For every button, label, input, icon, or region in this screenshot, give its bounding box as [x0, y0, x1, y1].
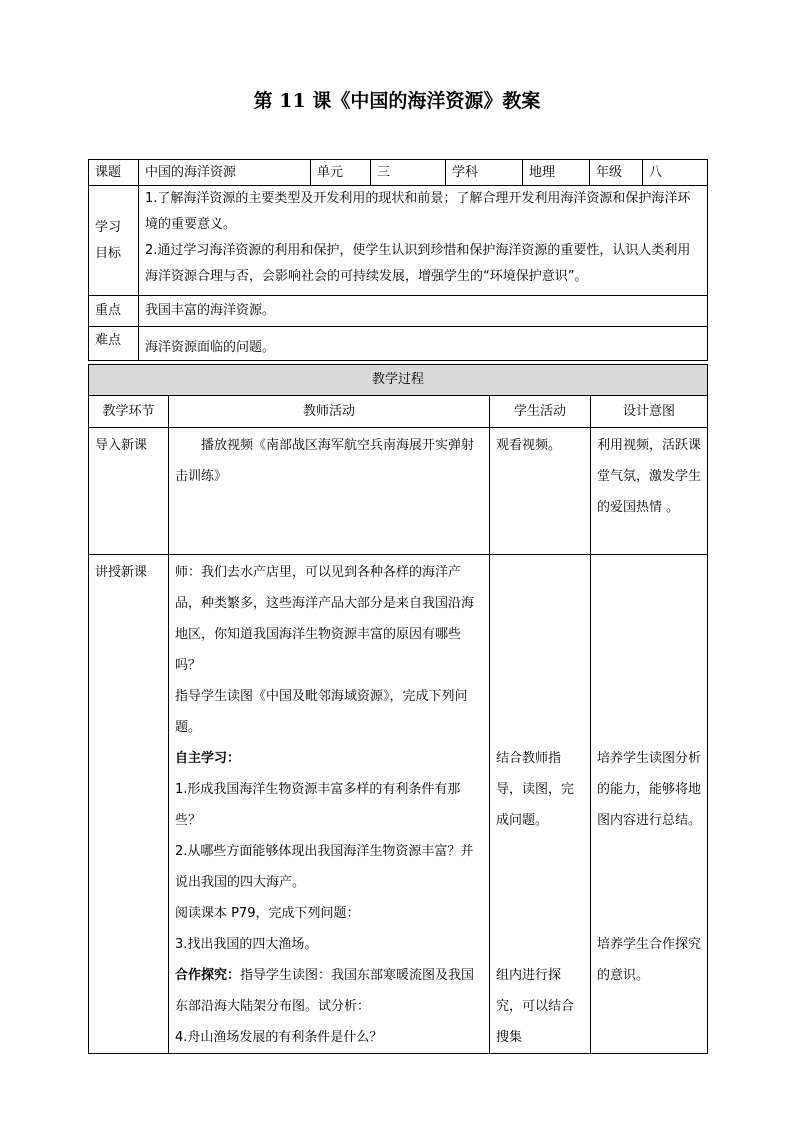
new-lesson-stage: 讲授新课	[89, 555, 169, 1054]
teacher-line: 阅读课本 P79，完成下列问题：	[175, 906, 360, 921]
intro-student: 观看视频。	[490, 428, 591, 555]
teacher-line: 4.舟山渔场发展的有利条件是什么？	[175, 1030, 383, 1045]
topic-value: 中国的海洋资源	[139, 160, 311, 186]
key-point-row	[89, 296, 708, 327]
column-header-row	[89, 396, 708, 428]
key-point-value: 我国丰富的海洋资源。	[139, 296, 708, 327]
new-lesson-student	[490, 555, 591, 1054]
col-header-stage: 教学环节	[89, 396, 169, 428]
lesson-info-table	[88, 159, 708, 361]
cooperative-heading: 合作探究：	[175, 968, 241, 983]
teacher-line: 3.找出我国的四大渔场。	[175, 937, 318, 952]
teacher-line: 2.从哪些方面能够体现出我国海洋生物资源丰富？并说出我国的四大海产。	[175, 844, 474, 890]
process-header: 教学过程	[89, 365, 708, 396]
difficulty-value: 海洋资源面临的问题。	[139, 327, 708, 361]
new-lesson-row	[89, 555, 708, 1054]
goals-content	[139, 186, 708, 296]
teacher-line	[175, 960, 483, 1022]
student-activity-1: 结合教师指导，读图，完成问题。	[496, 751, 575, 828]
intro-intent-text: 利用视频，活跃课堂气氛，激发学生的爱国热情 。	[597, 438, 702, 515]
info-row	[89, 160, 708, 186]
goals-row	[89, 186, 708, 296]
col-header-student: 学生活动	[490, 396, 591, 428]
col-header-teacher: 教师活动	[169, 396, 490, 428]
subject-value: 地理	[523, 160, 590, 186]
intro-teacher	[169, 428, 490, 555]
page-title: 第 11 课《中国的海洋资源》教案	[253, 90, 541, 112]
grade-value: 八	[643, 160, 708, 186]
teacher-line: 1.形成我国海洋生物资源丰富多样的有利条件有那些？	[175, 782, 461, 828]
intent-2: 培养学生合作探究的意识。	[597, 937, 702, 983]
grade-label: 年级	[590, 160, 643, 186]
goal-item: 1.了解海洋资源的主要类型及开发利用的现状和前景；了解合理开发利用海洋资源和保护海洋环境的重要意义。	[145, 191, 691, 232]
teacher-line: 师：我们去水产店里，可以见到各种各样的海洋产品，种类繁多，这些海洋产品大部分是来自我国沿海地区，你知道我国海洋生物资源丰富的原因有哪些吗？	[175, 565, 475, 673]
student-activity-2: 组内进行探究，可以结合搜集	[496, 968, 575, 1045]
difficulty-row	[89, 327, 708, 361]
self-study-heading: 自主学习：	[175, 751, 241, 766]
teacher-line: 指导学生读图《中国及毗邻海域资源》，完成下列问题。	[175, 689, 468, 735]
topic-label: 课题	[89, 160, 139, 186]
goals-label: 学习目标	[89, 186, 139, 296]
key-point-label: 重点	[89, 296, 139, 327]
process-header-row	[89, 365, 708, 396]
new-lesson-teacher	[169, 555, 490, 1054]
goal-item: 2.通过学习海洋资源的利用和保护，使学生认识到珍惜和保护海洋资源的重要性，认识人类利用海洋资源合理与否，会影响社会的可持续发展，增强学生的“环境保护意识”。	[145, 243, 691, 284]
cooperative-text: 指导学生读图：我国东部寒暖流图及我国东部沿海大陆架分布图。试分析：	[175, 968, 475, 1014]
col-header-intent: 设计意图	[591, 396, 708, 428]
intro-teacher-text: 播放视频《南部战区海军航空兵南海展开实弹射击训练》	[175, 438, 475, 484]
intro-intent	[591, 428, 708, 555]
teaching-process-table	[88, 364, 708, 1054]
intro-stage: 导入新课	[89, 428, 169, 555]
intent-1: 培养学生读图分析的能力，能够将地图内容进行总结。	[597, 751, 702, 828]
new-lesson-intent	[591, 555, 708, 1054]
subject-label: 学科	[446, 160, 523, 186]
unit-value: 三	[371, 160, 446, 186]
difficulty-label: 难点	[89, 327, 139, 361]
unit-label: 单元	[311, 160, 371, 186]
intro-row	[89, 428, 708, 555]
